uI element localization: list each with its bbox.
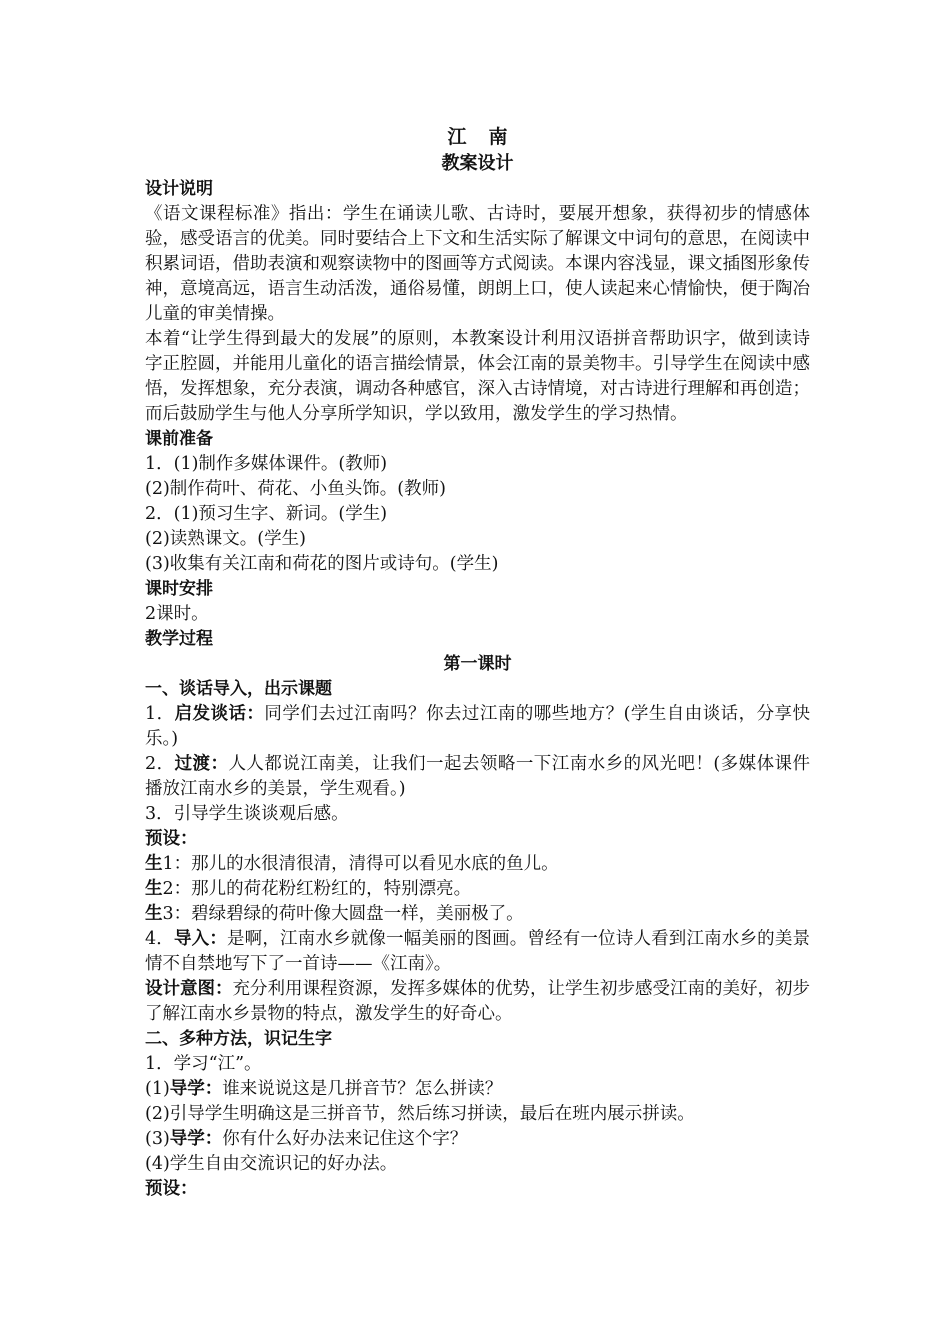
prep-item: 2．(1)预习生字、新词。(学生) — [145, 504, 388, 524]
question-number: (3) — [145, 1129, 170, 1149]
preset-label: 预设： — [145, 1179, 198, 1199]
part1-step-2 — [145, 752, 810, 802]
response-text: 1：那儿的水很清很清，清得可以看见水底的鱼儿。 — [162, 854, 559, 874]
question-label: 导学： — [169, 1129, 223, 1149]
student-label: 生 — [145, 879, 163, 899]
student-label: 生 — [145, 854, 163, 874]
prep-item: (2)读熟课文。(学生) — [145, 529, 306, 549]
part1-heading: 一、谈话导入，出示课题 — [145, 679, 332, 699]
part2-question-3 — [145, 1127, 810, 1152]
student-response-1 — [145, 852, 810, 877]
question-text: 你有什么好办法来记住这个字？ — [222, 1129, 468, 1149]
part1-step-3: 3．引导学生谈谈观后感。 — [145, 804, 349, 824]
step-number: 1． — [145, 704, 175, 724]
step-text: 人人都说江南美，让我们一起去领略一下江南水乡的风光吧！(多媒体课件播放江南水乡的美景，学生观看。) — [145, 754, 811, 799]
response-text: 2：那儿的荷花粉红粉红的，特别漂亮。 — [162, 879, 472, 899]
prep-item: (3)收集有关江南和荷花的图片或诗句。(学生) — [145, 554, 499, 574]
step-text: 是啊，江南水乡就像一幅美丽的图画。曾经有一位诗人看到江南水乡的美景情不自禁地写下了一首诗——《江南》。 — [145, 929, 810, 974]
step-label: 导入： — [173, 929, 227, 949]
title-char-2: 南 — [488, 126, 508, 148]
section-heading-process: 教学过程 — [145, 629, 213, 649]
schedule-text: 2课时。 — [145, 604, 209, 624]
part1-step-4 — [145, 927, 810, 977]
student-response-3 — [145, 902, 810, 927]
design-intent — [145, 977, 810, 1027]
question-label: 导学： — [169, 1079, 223, 1099]
prep-item: 1．(1)制作多媒体课件。(教师) — [145, 454, 388, 474]
question-text: 谁来说说这是几拼音节？怎么拼读？ — [222, 1079, 503, 1099]
section-heading-schedule: 课时安排 — [145, 579, 213, 599]
intent-text: 充分利用课程资源，发挥多媒体的优势，让学生初步感受江南的美好，初步了解江南水乡景物的特点，激发学生的好奇心。 — [145, 979, 810, 1024]
step-number: 4． — [145, 929, 174, 949]
question-number: (1) — [145, 1079, 170, 1099]
step-number: 2． — [145, 754, 175, 774]
document-title — [145, 124, 810, 151]
design-note-paragraph-1: 《语文课程标准》指出：学生在诵读儿歌、古诗时，要展开想象，获得初步的情感体验，感受语言的优美。同时要结合上下文和生活实际了解课文中词句的意思，在阅读中积累词语，借助表演和观察读物中的图画等方式阅读。本课内容浅显，课文插图形象传神，意境高远，语言生动活泼，通俗易懂，朗朗上口，使人读起来心情愉快，便于陶冶儿童的审美情操。 — [145, 204, 810, 324]
step-text: 同学们去过江南吗？你去过江南的哪些地方？(学生自由谈话，分享快乐。) — [145, 704, 811, 749]
document-subtitle: 教案设计 — [441, 153, 514, 174]
section-heading-prep: 课前准备 — [145, 429, 213, 449]
lesson-heading: 第一课时 — [443, 654, 512, 674]
response-text: 3：碧绿碧绿的荷叶像大圆盘一样，美丽极了。 — [162, 904, 524, 924]
prep-item: (2)制作荷叶、荷花、小鱼头饰。(教师) — [145, 479, 446, 499]
part2-heading: 二、多种方法，识记生字 — [145, 1029, 332, 1049]
step-label: 过渡： — [174, 754, 229, 774]
document-page — [145, 124, 810, 1202]
student-response-2 — [145, 877, 810, 902]
part2-step-1: 1．学习“江”。 — [145, 1054, 262, 1074]
part1-step-1 — [145, 702, 810, 752]
intent-label: 设计意图： — [145, 979, 233, 999]
step-label: 启发谈话： — [174, 704, 265, 724]
part2-question-2: (2)引导学生明确这是三拼音节，然后练习拼读，最后在班内展示拼读。 — [145, 1104, 695, 1124]
design-note-paragraph-2: 本着“让学生得到最大的发展”的原则，本教案设计利用汉语拼音帮助识字，做到读诗字正腔圆，并能用儿童化的语言描绘情景，体会江南的景美物丰。引导学生在阅读中感悟，发挥想象，充分表演，调动各种感官，深入古诗情境，对古诗进行理解和再创造；而后鼓励学生与他人分享所学知识，学以致用，激发学生的学习热情。 — [145, 329, 810, 424]
preset-label: 预设： — [145, 829, 198, 849]
part2-question-4: (4)学生自由交流识记的好办法。 — [145, 1154, 398, 1174]
section-heading-design-note: 设计说明 — [145, 179, 213, 199]
student-label: 生 — [145, 904, 163, 924]
part2-question-1 — [145, 1077, 810, 1102]
title-char-1: 江 — [447, 126, 467, 148]
